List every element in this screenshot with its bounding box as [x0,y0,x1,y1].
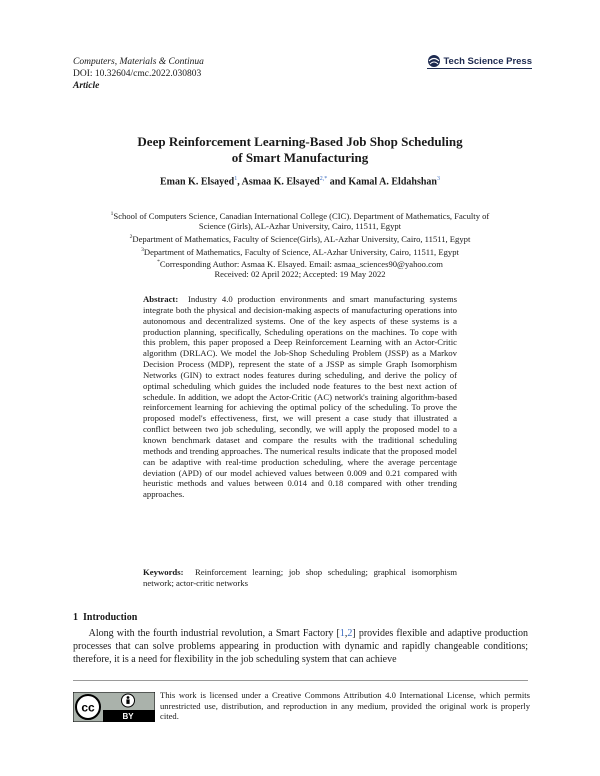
introduction-paragraph: Along with the fourth industrial revolution, a Smart Factory [1,2] provides flexible and adaptive production processes that can solve problems appearing in production with dynamic and rapidly changeable conditions; therefore, it is a need for flexibility in the job scheduling system that can achieve [73,628,529,666]
publisher-name: Tech Science Press [443,55,532,67]
section-heading: 1 Introduction [73,612,138,623]
citation-link[interactable]: 1 [339,628,345,639]
keywords [143,567,457,589]
author-2: Asmaa K. Elsayed [241,176,320,188]
author-3: Kamal A. Eldahshan [348,176,437,188]
author-2-affil[interactable]: 2,* [319,176,328,182]
affiliation: $^1$School of Computers Science, Canadian International College (CIC). Department of Mathematics, Faculty of Science (Girls), AL-Azhar University, Cairo, 11511, Egypt [110,210,490,232]
publisher-underline [427,68,532,69]
citation-link[interactable]: 2 [347,628,353,639]
paper-title [0,134,600,165]
affiliation: $^3$Department of Mathematics, Faculty of Science, AL-Azhar University, Cairo, 11511, Egypt [141,246,459,257]
author-1-affil[interactable]: 1 [234,176,238,182]
article-type: Article [73,81,100,91]
journal-name: Computers, Materials & Continua [73,57,204,67]
license-text: This work is licensed under a Creative Commons Attribution 4.0 International License, which permits unrestricted use, distribution, and reproduction in any medium, provided the original work is properly cited. [160,690,530,722]
by-badge-label: BY [122,712,134,721]
abstract-label: Abstract: [143,294,179,304]
received-accepted-dates: Received: 02 April 2022; Accepted: 19 May 2022 [214,269,386,280]
author-1: Eman K. Elsayed [160,176,235,188]
corresponding-author: *Corresponding Author: Asmaa K. Elsayed. Email: asmaa_sciences90@yahoo.com [157,258,443,269]
title-line-2: of Smart Manufacturing [231,149,369,165]
author-separator: and [327,176,349,188]
cc-badge-label: cc [81,700,95,715]
author-3-affil[interactable]: 3 [436,176,440,182]
author-separator: , [237,176,242,188]
doi[interactable]: DOI: 10.32604/cmc.2022.030803 [73,69,202,79]
affiliation: $^2$Department of Mathematics, Faculty of Science(Girls), AL-Azhar University, Cairo, 11511, Egypt [129,233,471,244]
title-line-1: Deep Reinforcement Learning-Based Job Shop Scheduling [137,134,463,149]
keywords-text: Reinforcement learning; job shop scheduling; graphical isomorphism network; actor-critic networks [143,567,457,588]
author-list [0,176,600,187]
affiliations [100,209,500,280]
cc-by-license-badge[interactable] [73,692,155,722]
publisher-globe-icon [427,54,441,68]
footer-divider [73,680,528,681]
abstract-text: Industry 4.0 production environments and smart manufacturing systems integrate both the physical and decision-making aspects of manufacturing operations into autonomous and decentralized systems. One of the key aspects of these systems is a production planning, specifically, Scheduling operations on the machines. To cope with this problem, this paper proposed a Deep Reinforcement Learning with an Actor-Critic algorithm (DRLAC). We model the Job-Shop Scheduling Problem (JSSP) as a Markov Decision Process (MDP), represent the state of a JSSP as simple Graph Isomorphism Networks (GIN) to extract nodes features during scheduling, and derive the policy of optimal scheduling which guides the included node features to the best next action of schedule. In addition, we adopt the Actor-Critic (AC) network's training algorithm-based reinforcement learning for achieving the optimal policy of the scheduling. To prove the proposed model's effectiveness, first, we will present a case study that illustrated a conflict between two job scheduling, secondly, we will apply the proposed model to a known benchmark dataset and compare the results with the traditional scheduling methods and trending approaches. The numerical results indicate that the proposed model can be adaptive with real-time production scheduling, where the average percentage deviation (APD) of our model achieved values between 0.009 and 0.21 compared with heuristic methods and values between 0.014 and 0.18 compared with other trending approaches. [143,294,457,500]
publisher-logo [427,53,532,69]
keywords-label: Keywords: [143,567,184,577]
abstract [143,294,457,500]
